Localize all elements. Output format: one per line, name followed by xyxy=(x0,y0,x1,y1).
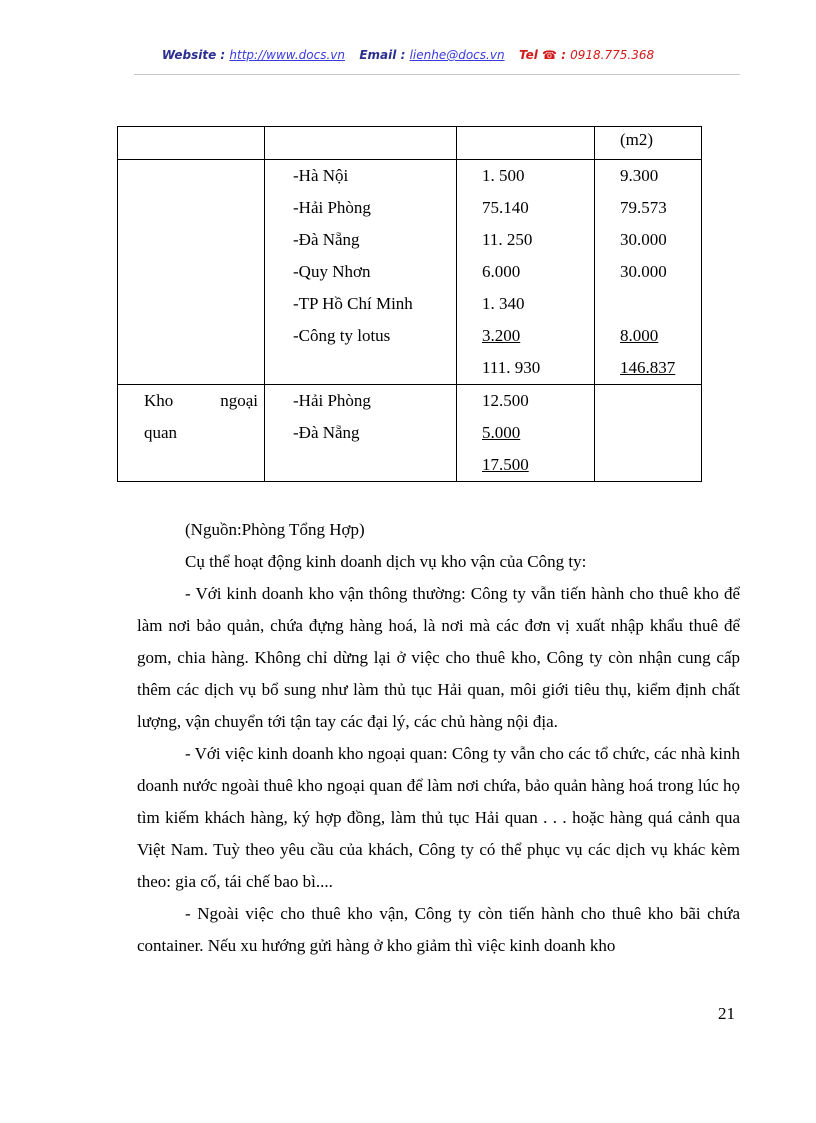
table-row xyxy=(118,385,702,482)
location-name: -Đà Nẵng xyxy=(293,230,360,249)
table-cell xyxy=(595,127,702,160)
table-row xyxy=(118,127,702,160)
website-label: Website : xyxy=(161,48,226,62)
value: 3.200 xyxy=(482,326,521,345)
unit-label: (m2) xyxy=(620,130,654,149)
table-cell xyxy=(118,127,265,160)
email-label: Email xyxy=(359,48,397,62)
value: 79.573 xyxy=(620,198,667,217)
value: 11. 250 xyxy=(482,230,533,249)
values-cell xyxy=(595,385,702,482)
email-colon: : xyxy=(400,48,406,62)
tel-label: Tel ☎ : xyxy=(518,48,566,62)
location-name: -Quy Nhơn xyxy=(293,262,371,281)
tel-number: 0918.775.368 xyxy=(570,48,655,62)
value: 5.000 xyxy=(482,423,521,442)
location-name: -Công ty lotus xyxy=(293,326,391,345)
page-header xyxy=(0,48,816,62)
subtotal-value: 146.837 xyxy=(620,358,676,377)
values-cell xyxy=(595,160,702,385)
location-name xyxy=(265,449,456,481)
table-row xyxy=(118,160,702,385)
value xyxy=(595,449,701,481)
value xyxy=(595,385,701,417)
location-name: -Hải Phòng xyxy=(293,391,371,410)
category-word: quan xyxy=(144,423,178,442)
location-name xyxy=(265,352,456,384)
location-name: -Hà Nội xyxy=(293,166,349,185)
location-name: -Đà Nẵng xyxy=(293,423,360,442)
value: 8.000 xyxy=(620,326,659,345)
location-name: -Hải Phòng xyxy=(293,198,371,217)
intro-paragraph: Cụ thể hoạt động kinh doanh dịch vụ kho vận của Công ty: xyxy=(185,552,587,571)
value: 12.500 xyxy=(482,391,529,410)
category-word: ngoại xyxy=(220,391,258,410)
value: 30.000 xyxy=(620,262,667,281)
page-number: 21 xyxy=(718,1004,735,1023)
locations-cell xyxy=(265,385,457,482)
location-name: -TP Hồ Chí Minh xyxy=(293,294,413,313)
table-cell xyxy=(265,127,457,160)
email-link[interactable]: lienhe@docs.vn xyxy=(409,48,505,62)
paragraph: - Với kinh doanh kho vận thông thường: Công ty vẫn tiến hành cho thuê kho để làm nơi bảo quản, chứa đựng hàng hoá, là nơi mà các đơn vị xuất nhập khẩu thuê để gom, chia hàng. Không chỉ dừng lại ở việc cho thuê kho, Công ty còn nhận cung cấp thêm các dịch vụ bổ sung như làm thủ tục Hải quan, môi giới tiêu thụ, kiểm định chất lượng, vận chuyển tới tận tay các đại lý, các chủ hàng nội địa. xyxy=(137,584,740,731)
value: 75.140 xyxy=(482,198,529,217)
table-cell xyxy=(457,127,595,160)
category-cell xyxy=(118,385,265,482)
paragraph: - Ngoài việc cho thuê kho vận, Công ty còn tiến hành cho thuê kho bãi chứa container. Nếu xu hướng gửi hàng ở kho giảm thì việc kinh doanh kho xyxy=(137,904,740,955)
subtotal-value: 17.500 xyxy=(482,455,529,474)
category-word: Kho xyxy=(144,391,174,410)
values-cell xyxy=(457,385,595,482)
body-text xyxy=(137,514,740,962)
value: 9.300 xyxy=(620,166,659,185)
category-label xyxy=(118,160,264,192)
locations-cell xyxy=(265,160,457,385)
value: 30.000 xyxy=(620,230,667,249)
header-divider xyxy=(134,74,740,75)
value: 1. 500 xyxy=(482,166,525,185)
value: 6.000 xyxy=(482,262,521,281)
paragraph: - Với việc kinh doanh kho ngoại quan: Công ty vẫn cho các tổ chức, các nhà kinh doanh nước ngoài thuê kho ngoại quan để làm nơi chứa, bảo quản hàng hoá trong lúc họ tìm kiếm khách hàng, ký hợp đồng, làm thủ tục Hải quan . . . hoặc hàng quá cảnh qua Việt Nam. Tuỳ theo yêu cầu của khách, Công ty có thể phục vụ các dịch vụ khác kèm theo: gia cố, tái chế bao bì.... xyxy=(137,744,740,891)
value: 1. 340 xyxy=(482,294,525,313)
value xyxy=(595,417,701,449)
value xyxy=(595,288,701,320)
category-cell xyxy=(118,160,265,385)
subtotal-value: 111. 930 xyxy=(482,358,541,377)
website-link[interactable]: http://www.docs.vn xyxy=(229,48,345,62)
warehouse-table xyxy=(117,126,702,482)
source-note: (Nguồn:Phòng Tổng Hợp) xyxy=(185,520,365,539)
values-cell xyxy=(457,160,595,385)
